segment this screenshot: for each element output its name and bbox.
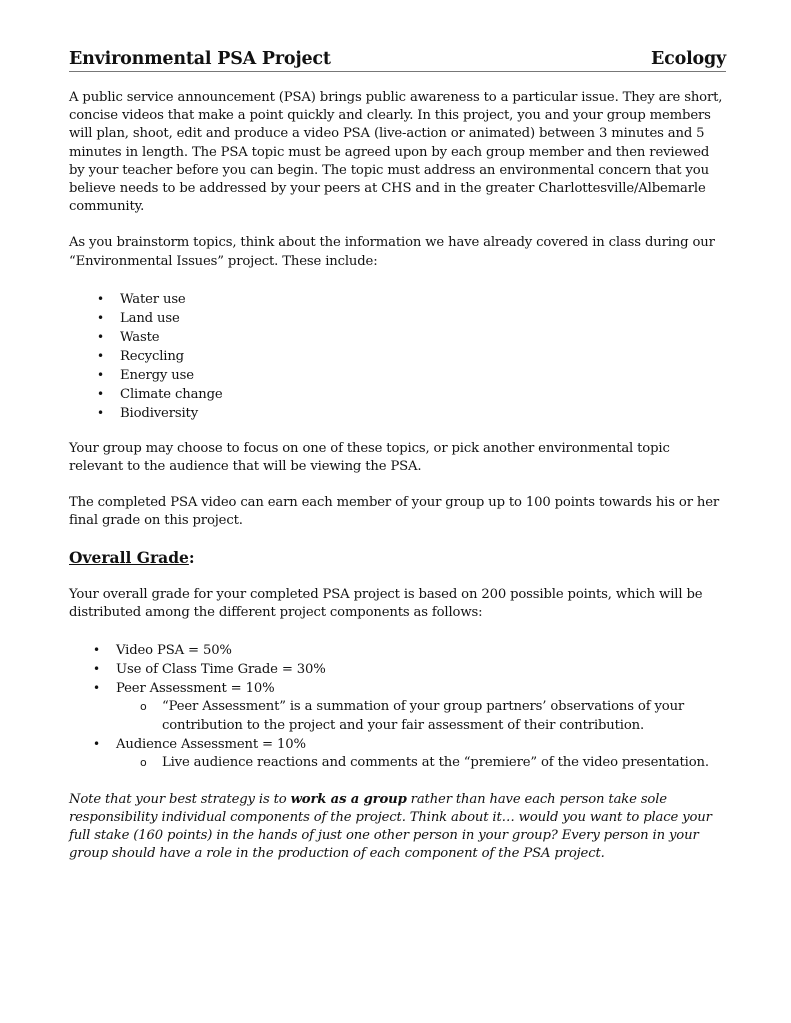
bullet-icon: •	[97, 291, 104, 306]
audience-detail-list	[116, 754, 726, 773]
bullet-icon: •	[97, 405, 104, 420]
list-item	[97, 309, 726, 328]
topic-label: Land use	[120, 310, 180, 326]
bullet-icon: •	[97, 348, 104, 363]
grade-item-peer: Peer Assessment = 10%	[116, 681, 275, 697]
note-emphasis: work as a group	[290, 791, 407, 807]
list-item	[97, 290, 726, 309]
brainstorm-paragraph: As you brainstorm topics, think about the information we have already covered in class during our “Environmental Issues” project. These include:	[69, 235, 715, 269]
heading-colon: :	[188, 547, 195, 567]
bullet-icon: •	[93, 643, 100, 658]
bullet-icon: •	[97, 367, 104, 382]
strategy-note	[69, 791, 726, 864]
topic-label: Climate change	[120, 386, 223, 402]
list-item	[97, 404, 726, 423]
document-title: Environmental PSA Project	[69, 49, 331, 69]
grade-item-class-time: Use of Class Time Grade = 30%	[116, 662, 326, 678]
subject-label: Ecology	[651, 49, 726, 69]
bullet-icon: •	[97, 329, 104, 344]
topic-label: Waste	[120, 329, 160, 345]
grade-item-audience: Audience Assessment = 10%	[116, 737, 306, 753]
bullet-icon: •	[97, 310, 104, 325]
overall-grade-heading	[69, 548, 726, 568]
topic-label: Recycling	[120, 348, 184, 364]
list-item	[97, 385, 726, 404]
note-text-end: rather than have each person take sole responsibility individual components of the project. Think about it… would you want to place your full stake (160 points) in the hands of just one other person in your group? Every person in your group should have a role in the production of each component of the PSA project.	[69, 791, 712, 862]
overall-grade-heading-text: Overall Grade	[69, 547, 189, 567]
topic-label: Biodiversity	[120, 405, 199, 421]
topic-label: Water use	[120, 291, 186, 307]
points-paragraph: The completed PSA video can earn each member of your group up to 100 points towards his or her final grade on this project.	[69, 495, 720, 529]
document-header	[69, 48, 726, 72]
bullet-icon: •	[93, 737, 100, 752]
list-item	[97, 366, 726, 385]
sub-list-item	[140, 698, 726, 735]
list-item	[97, 328, 726, 347]
sub-list-item	[140, 754, 726, 773]
focus-paragraph: Your group may choose to focus on one of these topics, or pick another environmental topic relevant to the audience that will be viewing the PSA.	[69, 440, 670, 475]
grade-item-video: Video PSA = 50%	[116, 643, 232, 659]
list-item	[93, 660, 726, 679]
bullet-icon: •	[97, 386, 104, 401]
circle-bullet-icon: o	[140, 756, 147, 770]
peer-detail-list	[116, 698, 726, 735]
circle-bullet-icon: o	[140, 700, 147, 714]
peer-assessment-detail: “Peer Assessment” is a summation of your group partners’ observations of your contribution to the project and your fair assessment of their contribution.	[162, 699, 685, 733]
bullet-icon: •	[93, 662, 100, 677]
grade-components-list	[69, 641, 726, 773]
intro-paragraph: A public service announcement (PSA) brings public awareness to a particular issue. They are short, concise videos that make a point quickly and clearly. In this project, you and your group members will plan, shoot, edit and produce a video PSA (live-action or animated) between 3 minutes and 5 minutes in length. The PSA topic must be agreed upon by each group member and then reviewed by your teacher before you can begin. The topic must address an environmental concern that you believe needs to be addressed by your peers at CHS and in the greater Charlottesville/Albemarle community.	[69, 90, 723, 215]
list-item	[97, 347, 726, 366]
list-item	[93, 735, 726, 773]
audience-assessment-detail: Live audience reactions and comments at the “premiere” of the video presentation.	[162, 755, 709, 771]
topic-label: Energy use	[120, 367, 194, 383]
overall-grade-paragraph: Your overall grade for your completed PSA project is based on 200 possible points, which will be distributed among the different project components as follows:	[69, 586, 703, 620]
document-page	[69, 48, 726, 863]
list-item	[93, 641, 726, 660]
note-text-start: Note that your best strategy is to	[69, 791, 291, 807]
topic-list	[69, 290, 726, 423]
bullet-icon: •	[93, 681, 100, 696]
list-item	[93, 679, 726, 735]
